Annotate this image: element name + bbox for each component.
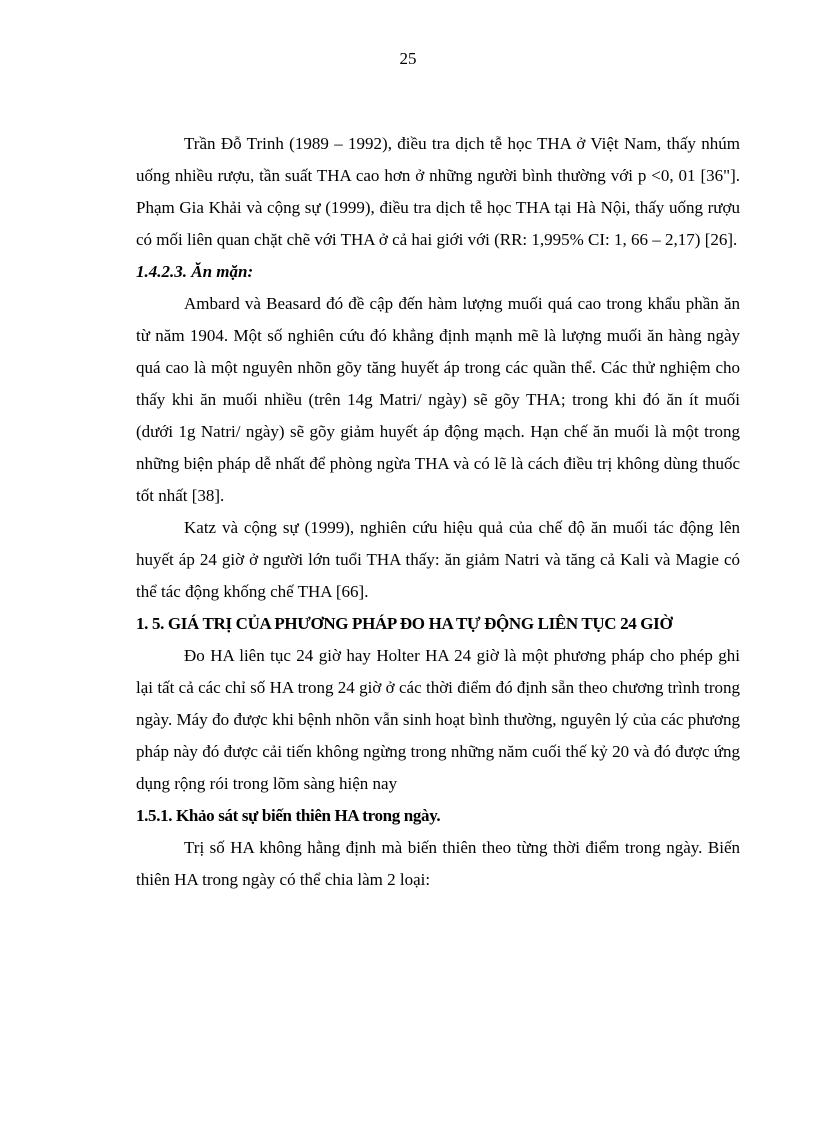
- paragraph-katz-study: Katz và cộng sự (1999), nghiên cứu hiệu quả của chế độ ăn muối tác động lên huyết áp 24 giờ ở người lớn tuổi THA thấy: ăn giảm Natri và tăng cả Kali và Magie có thể tác động khống chế THA [66].: [136, 518, 740, 601]
- section-heading-ambulatory-bp-value: 1. 5. GIÁ TRỊ CỦA PHƯƠNG PHÁP ĐO HA TỰ ĐỘNG LIÊN TỤC 24 GIỜ: [136, 614, 673, 633]
- paragraph-bp-variation: Trị số HA không hằng định mà biến thiên theo từng thời điểm trong ngày. Biến thiên HA trong ngày có thể chia làm 2 loại:: [136, 838, 740, 889]
- paragraph-holter-bp: Đo HA liên tục 24 giờ hay Holter HA 24 giờ là một phương pháp cho phép ghi lại tất cả các chỉ số HA trong 24 giờ ở các thời điểm đó định sẵn theo chương trình trong ngày. Máy đo được khi bệnh nhõn vẫn sinh hoạt bình thường, nguyên lý của các phương pháp này đó được cải tiến không ngừng trong những năm cuối thế kỷ 20 và đó được ứng dụng rộng rói trong lõm sàng hiện nay: [136, 646, 740, 793]
- subsection-heading-bp-variation: 1.5.1. Khảo sát sự biến thiên HA trong ngày.: [136, 806, 441, 825]
- paragraph-alcohol-studies: Trần Đỗ Trinh (1989 – 1992), điều tra dịch tễ học THA ở Việt Nam, thấy nhúm uống nhiều rượu, tần suất THA cao hơn ở những người bình thường với p <0, 01 [36"]. Phạm Gia Khải và cộng sự (1999), điều tra dịch tễ học THA tại Hà Nội, thấy uống rượu có mối liên quan chặt chẽ với THA ở cả hai giới với (RR: 1,995% CI: 1, 66 – 2,17) [26].: [136, 134, 740, 249]
- section-heading-salty-food: 1.4.2.3. Ăn mặn:: [136, 262, 254, 281]
- page-number: 25: [399, 49, 417, 68]
- page-body: [136, 128, 740, 896]
- paragraph-salt-intake: Ambard và Beasard đó đề cập đến hàm lượng muối quá cao trong khẩu phần ăn từ năm 1904. Một số nghiên cứu đó khẳng định mạnh mẽ là lượng muối ăn hàng ngày quá cao là một nguyên nhõn gõy tăng huyết áp trong các quần thể. Các thử nghiệm cho thấy khi ăn muối nhiều (trên 14g Matri/ ngày) sẽ gõy THA; trong khi đó ăn ít muối (dưới 1g Natri/ ngày) sẽ gõy giảm huyết áp động mạch. Hạn chế ăn muối là một trong những biện pháp dễ nhất để phòng ngừa THA và có lẽ là cách điều trị không dùng thuốc tốt nhất [38].: [136, 294, 740, 505]
